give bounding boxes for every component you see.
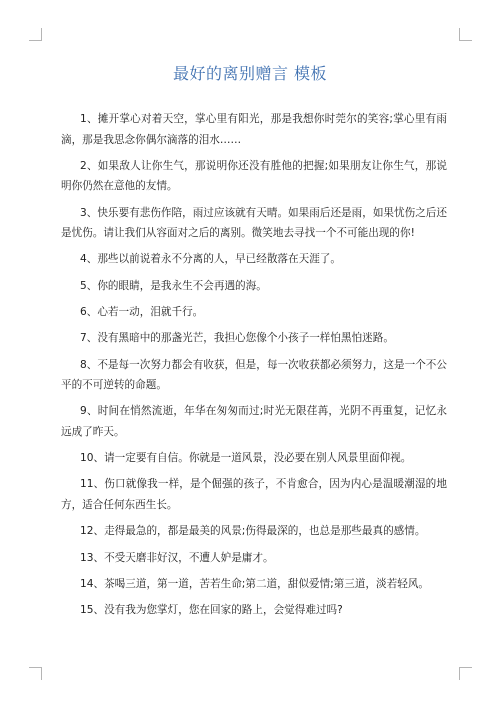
crop-mark-top-left bbox=[29, 28, 42, 41]
crop-mark-bottom-right bbox=[459, 667, 472, 680]
paragraph-10: 10、请一定要有自信。你就是一道风景，没必要在别人风景里面仰视。 bbox=[80, 452, 412, 465]
paragraph-9: 9、时间在悄然流逝，年华在匆匆而过;时光无限荏苒，光阴不再重复，记忆永远成了昨天。 bbox=[61, 405, 447, 438]
paragraph-7: 7、没有黑暗中的那盏光芒，我担心您像个小孩子一样怕黑怕迷路。 bbox=[80, 332, 394, 345]
document-title: 最好的离别赠言 模板 bbox=[172, 64, 328, 83]
crop-mark-bottom-left bbox=[29, 667, 42, 680]
paragraph-1: 1、摊开掌心对着天空，掌心里有阳光，那是我想你时莞尔的笑容;掌心里有雨滴，那是我思念你偶尔滴落的泪水…… bbox=[61, 113, 447, 146]
paragraph-11: 11、伤口就像我一样，是个倔强的孩子，不肯愈合，因为内心是温暖潮湿的地方，适合任何东西生长。 bbox=[61, 478, 447, 511]
paragraph-5: 5、你的眼睛，是我永生不会再遇的海。 bbox=[80, 279, 267, 292]
paragraph-3: 3、快乐要有悲伤作陪，雨过应该就有天晴。如果雨后还是雨，如果忧伤之后还是忧伤。请让我们从容面对之后的离别。微笑地去寻找一个不可能出现的你! bbox=[61, 206, 447, 240]
crop-mark-top-right bbox=[459, 28, 472, 41]
document-body bbox=[61, 109, 447, 626]
paragraph-13: 13、不受天磨非好汉，不遭人妒是庸才。 bbox=[80, 551, 274, 564]
paragraph-12: 12、走得最急的，都是最美的风景;伤得最深的，也总是那些最真的感情。 bbox=[80, 525, 426, 538]
paragraph-6: 6、心若一动，泪就千行。 bbox=[80, 305, 204, 318]
paragraph-15: 15、没有我为您掌灯，您在回家的路上，会觉得难过吗? bbox=[80, 604, 343, 617]
paragraph-14: 14、茶喝三道，第一道，苦若生命;第二道，甜似爱情;第三道，淡若轻风。 bbox=[80, 577, 430, 590]
paragraph-8: 8、不是每一次努力都会有收获，但是，每一次收获都必须努力，这是一个不公平的不可逆转的命题。 bbox=[61, 358, 447, 392]
paragraph-2: 2、如果敌人让你生气，那说明你还没有胜他的把握;如果朋友让你生气，那说明你仍然在意他的友情。 bbox=[61, 159, 447, 193]
paragraph-4: 4、那些以前说着永不分离的人，早已经散落在天涯了。 bbox=[80, 253, 341, 266]
